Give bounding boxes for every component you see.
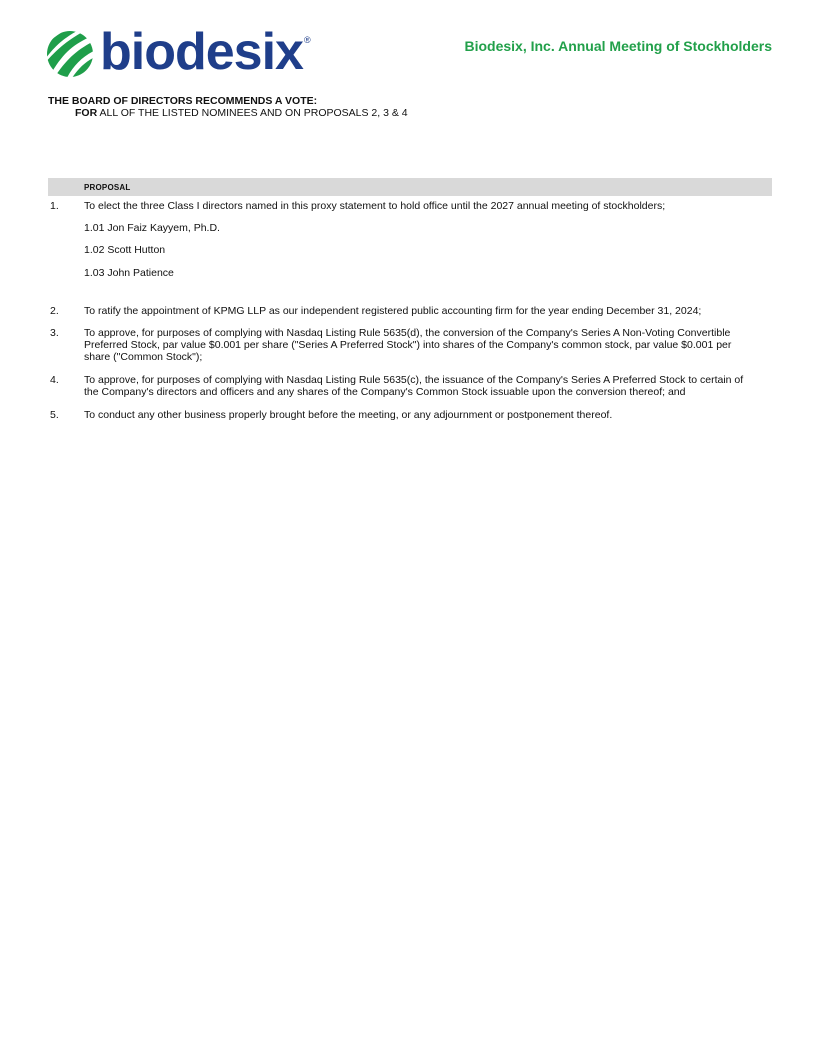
- nominee-3: 1.03 John Patience: [84, 267, 174, 279]
- proposal-number: 5.: [50, 409, 59, 421]
- proposal-text: To approve, for purposes of complying with Nasdaq Listing Rule 5635(d), the conversion of the Company's Series A Non-Voting Convertible Preferred Stock, par value $0.001 per share ("Series A Preferred Stock") into shares of the Company's common stock, par value $0.001 per share ("Common Stock");: [84, 327, 732, 363]
- proposal-item-4: [48, 374, 772, 398]
- dna-swirl-icon: [46, 30, 94, 78]
- meeting-title: Biodesix, Inc. Annual Meeting of Stockholders: [464, 38, 772, 54]
- registered-mark: ®: [303, 35, 311, 45]
- proposal-text: To elect the three Class I directors named in this proxy statement to hold office until the 2027 annual meeting of stockholders;: [84, 200, 666, 212]
- for-label: FOR: [75, 107, 98, 119]
- nominee-1: 1.01 Jon Faiz Kayyem, Ph.D.: [84, 222, 220, 234]
- proposal-item-5: [48, 409, 772, 421]
- biodesix-logo: [46, 23, 311, 81]
- recommendation-detail: [48, 107, 408, 119]
- proposal-number: 1.: [50, 200, 59, 212]
- logo-wordmark: biodesix: [100, 23, 303, 81]
- proposal-number: 3.: [50, 327, 59, 339]
- proposal-number: 4.: [50, 374, 59, 386]
- proposal-text: To ratify the appointment of KPMG LLP as our independent registered public accounting firm for the year ending December 31, 2024;: [84, 305, 702, 317]
- proposal-number: 2.: [50, 305, 59, 317]
- proposal-item-3: [48, 327, 772, 363]
- proposal-header-bar: [48, 178, 772, 196]
- nominee-2: 1.02 Scott Hutton: [84, 244, 166, 256]
- proposal-header-label: PROPOSAL: [84, 183, 131, 192]
- proposal-item-1: [48, 200, 772, 212]
- recommendation-text: ALL OF THE LISTED NOMINEES AND ON PROPOSALS 2, 3 & 4: [99, 107, 408, 119]
- board-recommendation: [48, 95, 408, 119]
- proposal-text: To approve, for purposes of complying with Nasdaq Listing Rule 5635(c), the issuance of the Company's Series A Preferred Stock to certain of the Company's directors and officers and any shares of the Company's Common Stock issuable upon the conversion thereof; and: [84, 374, 744, 398]
- proposal-text: To conduct any other business properly brought before the meeting, or any adjournment or postponement thereof.: [84, 409, 613, 421]
- recommendation-heading: THE BOARD OF DIRECTORS RECOMMENDS A VOTE:: [48, 95, 318, 107]
- proposal-item-2: [48, 305, 772, 317]
